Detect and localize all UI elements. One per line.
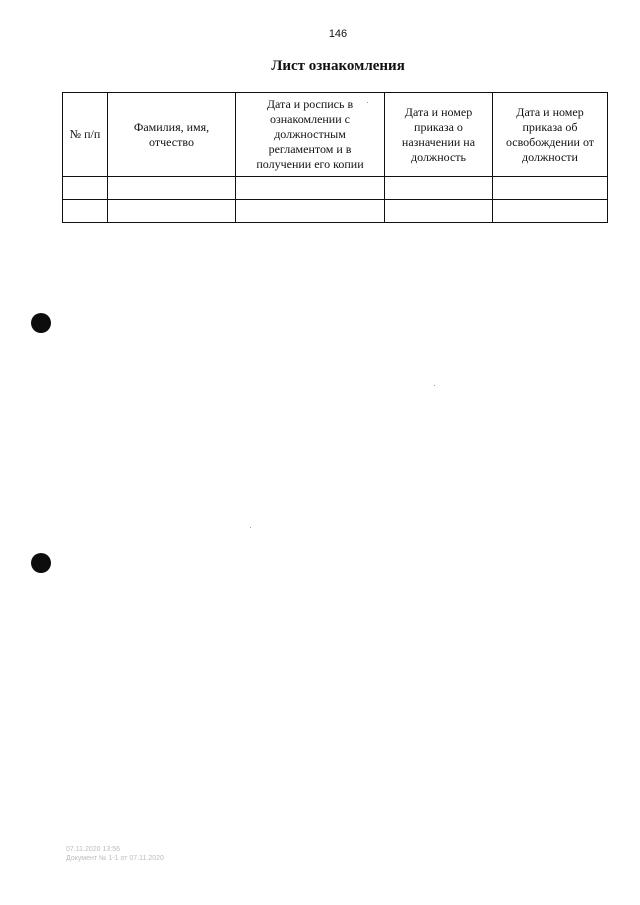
- scan-speck: [250, 527, 251, 528]
- table-header-row: [63, 93, 608, 177]
- scan-speck: [367, 102, 368, 103]
- table-cell: [385, 177, 493, 200]
- table-cell: [385, 200, 493, 223]
- header-dismissal-order: Дата и номер приказа об освобождении от должности: [493, 93, 608, 177]
- table-row: [63, 200, 608, 223]
- table-cell: [108, 200, 236, 223]
- table-cell: [63, 177, 108, 200]
- stamp-line-2: Документ № 1-1 от 07.11.2020: [66, 855, 164, 862]
- acknowledgement-table: [62, 92, 608, 223]
- table-cell: [236, 200, 385, 223]
- electronic-stamp: [66, 845, 164, 863]
- table-cell: [493, 177, 608, 200]
- document-title: Лист ознакомления: [271, 58, 405, 74]
- header-appointment-order: Дата и номер приказа о назначении на должность: [385, 93, 493, 177]
- punch-hole-upper: [31, 313, 51, 333]
- table-cell: [63, 200, 108, 223]
- header-number: № п/п: [63, 93, 108, 177]
- punch-hole-lower: [31, 553, 51, 573]
- page-number: 146: [328, 28, 348, 40]
- table-cell: [236, 177, 385, 200]
- table-cell: [108, 177, 236, 200]
- table-cell: [493, 200, 608, 223]
- table-row: [63, 177, 608, 200]
- header-full-name: Фамилия, имя, отчество: [108, 93, 236, 177]
- header-acknowledgement-date-signature: Дата и роспись в ознакомлении с должностным регламентом и в получении его копии: [236, 93, 385, 177]
- stamp-line-1: 07.11.2020 13:56: [66, 846, 120, 853]
- scan-speck: [434, 385, 435, 386]
